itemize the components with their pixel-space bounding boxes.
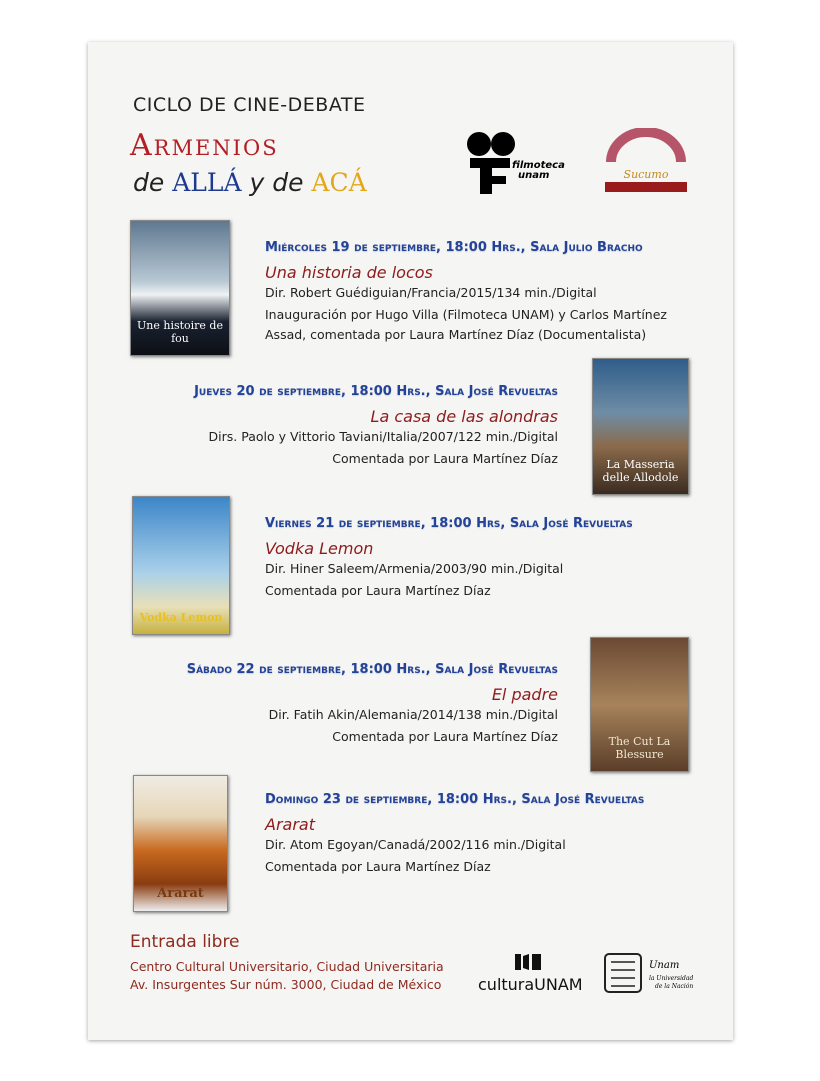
cultura-unam-logo xyxy=(478,952,583,996)
event-heading: Miércoles 19 de septiembre, 18:00 Hrs., Sala Julio Bracho xyxy=(265,240,643,255)
svg-text:unam: unam xyxy=(518,170,550,181)
seminario-logo xyxy=(603,128,689,194)
address: Av. Insurgentes Sur núm. 3000, Ciudad de México xyxy=(130,977,442,992)
event-detail: Comentada por Laura Martínez Díaz xyxy=(265,583,491,598)
subtitle-part: de xyxy=(133,168,173,197)
unam-logo xyxy=(603,950,693,996)
svg-text:filmoteca: filmoteca xyxy=(512,160,565,171)
event-title: La casa de las alondras xyxy=(370,407,558,426)
svg-text:la Universidad: la Universidad xyxy=(649,975,693,982)
svg-text:Unam: Unam xyxy=(649,960,680,971)
venue-address xyxy=(130,958,444,994)
venue: Centro Cultural Universitario, Ciudad Universitaria xyxy=(130,959,444,974)
event-detail: Dir. Hiner Saleem/Armenia/2003/90 min./Digital xyxy=(265,561,564,576)
poster xyxy=(88,42,733,1040)
event-5 xyxy=(265,792,725,878)
event-detail: Comentada por Laura Martínez Díaz xyxy=(332,729,558,744)
poster-image-2: La Masseria delle Allodole xyxy=(592,358,689,495)
event-detail: Comentada por Laura Martínez Díaz xyxy=(265,859,491,874)
subtitle-aca: ACÁ xyxy=(311,168,367,197)
event-title: Ararat xyxy=(265,815,315,834)
event-detail: Dir. Fatih Akin/Alemania/2014/138 min./Digital xyxy=(268,707,558,722)
event-detail: Comentada por Laura Martínez Díaz xyxy=(332,451,558,466)
event-1 xyxy=(265,240,725,344)
poster-image-4: The Cut La Blessure xyxy=(590,637,689,772)
cultura-text: culturaUNAM xyxy=(478,975,583,994)
event-detail: Dirs. Paolo y Vittorio Taviani/Italia/2007/122 min./Digital xyxy=(208,429,558,444)
event-detail: Assad, comentada por Laura Martínez Díaz (Documentalista) xyxy=(265,327,647,342)
event-detail: Dir. Atom Egoyan/Canadá/2002/116 min./Digital xyxy=(265,837,566,852)
event-detail: Dir. Robert Guédiguian/Francia/2015/134 min./Digital xyxy=(265,285,597,300)
poster-image-5: Ararat xyxy=(133,775,228,912)
event-title: Una historia de locos xyxy=(265,263,433,282)
event-title: El padre xyxy=(491,685,558,704)
entry-label: Entrada libre xyxy=(130,932,240,952)
poster-image-1: Une histoire de fou xyxy=(130,220,230,356)
event-heading: Viernes 21 de septiembre, 18:00 Hrs, Sala José Revueltas xyxy=(265,516,633,531)
svg-text:Sucumo: Sucumo xyxy=(623,168,669,181)
event-heading: Jueves 20 de septiembre, 18:00 Hrs., Sala José Revueltas xyxy=(194,384,558,399)
subtitle-part: y de xyxy=(241,168,312,197)
event-detail: Inauguración por Hugo Villa (Filmoteca UNAM) y Carlos Martínez xyxy=(265,307,667,322)
event-heading: Sábado 22 de septiembre, 18:00 Hrs., Sala José Revueltas xyxy=(186,662,558,677)
event-2 xyxy=(98,384,558,470)
main-title: Armenios xyxy=(130,128,279,163)
poster-image-3: Vodka Lemon xyxy=(132,496,230,635)
svg-text:de la Nación: de la Nación xyxy=(655,983,693,990)
subtitle-alla: ALLÁ xyxy=(172,168,242,197)
event-3 xyxy=(265,516,725,602)
cultura-icon xyxy=(513,952,543,972)
filmoteca-logo xyxy=(466,130,566,194)
event-title: Vodka Lemon xyxy=(265,539,374,558)
event-4 xyxy=(98,662,558,748)
series-title: CICLO DE CINE-DEBATE xyxy=(133,94,366,116)
subtitle xyxy=(133,168,367,197)
event-heading: Domingo 23 de septiembre, 18:00 Hrs., Sala José Revueltas xyxy=(265,792,645,807)
